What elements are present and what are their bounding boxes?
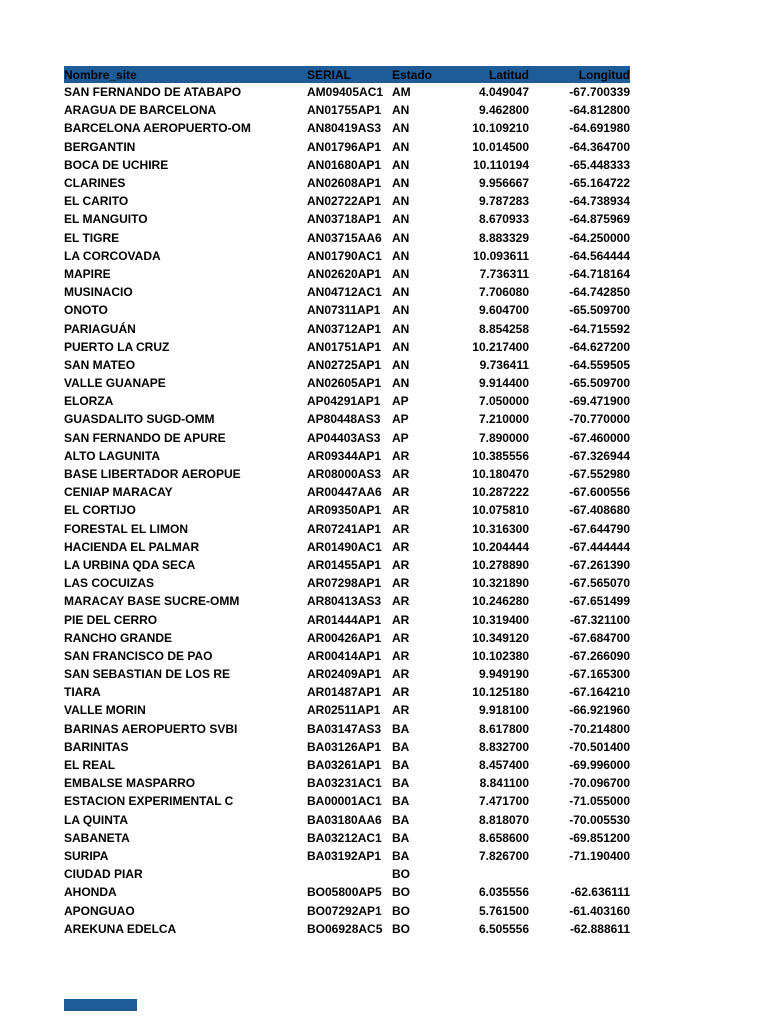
cell-longitud: -67.266090 — [569, 648, 630, 663]
table-row — [64, 174, 630, 192]
cell-estado: AN — [392, 121, 410, 136]
table-row — [64, 301, 630, 319]
table-row — [64, 829, 630, 847]
cell-latitud: 10.110194 — [472, 157, 529, 172]
cell-nombre-site: EL TIGRE — [64, 230, 120, 245]
table-row — [64, 429, 630, 447]
cell-serial: AR02409AP1 — [307, 667, 382, 682]
cell-serial: BA03212AC1 — [307, 830, 382, 845]
cell-nombre-site: GUASDALITO SUGD-OMM — [64, 412, 215, 427]
cell-estado: AN — [392, 176, 410, 191]
table-row — [64, 610, 630, 628]
cell-latitud: 4.049047 — [478, 85, 529, 100]
cell-latitud: 7.050000 — [478, 394, 529, 409]
cell-latitud: 10.246280 — [472, 594, 529, 609]
cell-longitud: -69.996000 — [569, 758, 630, 773]
table-row — [64, 319, 630, 337]
cell-latitud: 8.883329 — [478, 230, 529, 245]
cell-latitud: 9.918100 — [478, 703, 529, 718]
cell-latitud: 7.706080 — [478, 285, 529, 300]
cell-estado: AP — [392, 412, 409, 427]
cell-latitud: 10.278890 — [472, 557, 529, 572]
cell-nombre-site: ONOTO — [64, 303, 108, 318]
cell-latitud: 7.736311 — [479, 266, 529, 281]
table-row — [64, 756, 630, 774]
cell-nombre-site: BARINITAS — [64, 739, 129, 754]
table-row — [64, 465, 630, 483]
cell-estado: AN — [392, 248, 410, 263]
cell-longitud: -64.715592 — [569, 321, 630, 336]
cell-longitud: -66.921960 — [569, 703, 630, 718]
cell-serial: AR07241AP1 — [307, 521, 382, 536]
cell-longitud: -70.501400 — [569, 739, 630, 754]
cell-serial: AR80413AS3 — [307, 594, 382, 609]
cell-serial: AN80419AS3 — [307, 121, 382, 136]
cell-nombre-site: LA QUINTA — [64, 812, 128, 827]
cell-latitud: 10.180470 — [472, 467, 529, 482]
cell-longitud: -64.718164 — [569, 266, 630, 281]
cell-estado: BA — [392, 739, 410, 754]
cell-serial: AN01796AP1 — [307, 139, 382, 154]
table-row — [64, 738, 630, 756]
table-row — [64, 920, 630, 938]
cell-estado: AP — [392, 394, 409, 409]
cell-serial — [307, 865, 392, 883]
cell-serial: BO06928AC5 — [307, 921, 383, 936]
table-row — [64, 574, 630, 592]
cell-serial: AN01680AP1 — [307, 157, 382, 172]
cell-nombre-site: MAPIRE — [64, 266, 111, 281]
cell-nombre-site: VALLE MORIN — [64, 703, 146, 718]
table-row — [64, 847, 630, 865]
cell-estado: AN — [392, 103, 410, 118]
cell-longitud: -61.403160 — [569, 903, 630, 918]
cell-longitud: -70.005530 — [569, 812, 630, 827]
table-row — [64, 356, 630, 374]
table-row — [64, 156, 630, 174]
cell-longitud: -67.408680 — [569, 503, 630, 518]
cell-serial: BA03147AS3 — [307, 721, 382, 736]
cell-longitud: -64.875969 — [569, 212, 630, 227]
table-row — [64, 556, 630, 574]
cell-longitud: -67.552980 — [569, 467, 630, 482]
cell-nombre-site: PARIAGUÁN — [64, 321, 136, 336]
cell-longitud: -67.261390 — [569, 557, 630, 572]
table-row — [64, 210, 630, 228]
table-row — [64, 901, 630, 919]
table-row — [64, 792, 630, 810]
cell-latitud: 9.736411 — [479, 357, 529, 372]
cell-estado: AP — [392, 430, 409, 445]
cell-serial: AR01487AP1 — [307, 685, 382, 700]
cell-longitud: -67.600556 — [569, 485, 630, 500]
cell-estado: BA — [392, 776, 410, 791]
cell-latitud: 10.014500 — [472, 139, 529, 154]
table-row — [64, 647, 630, 665]
cell-latitud: 10.287222 — [472, 485, 529, 500]
cell-estado: AR — [392, 503, 410, 518]
cell-estado: BO — [392, 921, 410, 936]
table-row — [64, 883, 630, 901]
cell-estado: AN — [392, 212, 410, 227]
table-body — [64, 83, 630, 938]
cell-latitud: 8.818070 — [478, 812, 529, 827]
cell-serial: AN01755AP1 — [307, 103, 382, 118]
cell-nombre-site: LAS COCUIZAS — [64, 576, 154, 591]
table-row — [64, 865, 630, 883]
cell-estado: AR — [392, 594, 410, 609]
cell-serial: AN03715AA6 — [307, 230, 382, 245]
table-row — [64, 701, 630, 719]
table-row — [64, 683, 630, 701]
cell-longitud: -64.812800 — [569, 103, 630, 118]
cell-longitud: -67.444444 — [569, 539, 630, 554]
cell-latitud: 10.204444 — [472, 539, 529, 554]
cell-latitud: 6.035556 — [478, 885, 529, 900]
cell-longitud: -67.460000 — [569, 430, 630, 445]
cell-longitud: -65.509700 — [569, 303, 630, 318]
table-row — [64, 665, 630, 683]
table-row — [64, 520, 630, 538]
cell-serial: AR00447AA6 — [307, 485, 382, 500]
cell-serial: BO07292AP1 — [307, 903, 382, 918]
cell-estado: AR — [392, 467, 410, 482]
cell-latitud: 6.505556 — [478, 921, 529, 936]
cell-estado: BO — [392, 885, 410, 900]
table-row — [64, 410, 630, 428]
table-row — [64, 538, 630, 556]
cell-nombre-site: EL CORTIJO — [64, 503, 136, 518]
table-row — [64, 811, 630, 829]
cell-nombre-site: VALLE GUANAPE — [64, 376, 166, 391]
cell-estado: BO — [392, 903, 410, 918]
cell-nombre-site: BARCELONA AEROPUERTO-OM — [64, 121, 251, 136]
cell-longitud: -67.165300 — [569, 667, 630, 682]
cell-nombre-site: EL REAL — [64, 758, 116, 773]
cell-estado: AN — [392, 285, 410, 300]
table-row — [64, 119, 630, 137]
cell-nombre-site: ARAGUA DE BARCELONA — [64, 103, 217, 118]
cell-estado: AR — [392, 485, 410, 500]
cell-longitud: -64.564444 — [569, 248, 630, 263]
cell-nombre-site: LA URBINA QDA SECA — [64, 557, 196, 572]
cell-serial: AR08000AS3 — [307, 467, 382, 482]
cell-estado: AN — [392, 139, 410, 154]
cell-serial: AN02620AP1 — [307, 266, 382, 281]
cell-serial: BA03180AA6 — [307, 812, 382, 827]
cell-longitud: -67.164210 — [569, 685, 630, 700]
cell-latitud: 8.617800 — [478, 721, 529, 736]
cell-serial: AR07298AP1 — [307, 576, 382, 591]
cell-latitud: 10.349120 — [472, 630, 529, 645]
table-row — [64, 229, 630, 247]
cell-estado: AR — [392, 685, 410, 700]
cell-estado: BA — [392, 812, 410, 827]
cell-latitud: 10.217400 — [472, 339, 529, 354]
cell-estado: AR — [392, 448, 410, 463]
cell-nombre-site: ELORZA — [64, 394, 114, 409]
cell-serial: AR09344AP1 — [307, 448, 382, 463]
cell-nombre-site: BARINAS AEROPUERTO SVBI — [64, 721, 238, 736]
cell-latitud: 8.854258 — [478, 321, 529, 336]
next-page-header-fragment — [64, 999, 137, 1011]
cell-serial: AN02605AP1 — [307, 376, 382, 391]
cell-nombre-site: SAN FERNANDO DE APURE — [64, 430, 226, 445]
column-header-longitud: Longitud — [529, 66, 630, 83]
column-header-estado: Estado — [392, 66, 440, 83]
cell-serial: AP80448AS3 — [307, 412, 381, 427]
cell-nombre-site: SURIPA — [64, 848, 109, 863]
table-header — [64, 66, 630, 83]
cell-longitud: -64.691980 — [569, 121, 630, 136]
cell-estado: AN — [392, 230, 410, 245]
cell-longitud: -62.888611 — [569, 921, 630, 936]
cell-longitud: -64.627200 — [569, 339, 630, 354]
cell-longitud: -65.448333 — [569, 157, 630, 172]
cell-nombre-site: EL MANGUITO — [64, 212, 148, 227]
cell-serial: AN02725AP1 — [307, 357, 382, 372]
cell-nombre-site: ALTO LAGUNITA — [64, 448, 160, 463]
table-row — [64, 192, 630, 210]
cell-nombre-site: LA CORCOVADA — [64, 248, 161, 263]
cell-serial: AN04712AC1 — [307, 285, 382, 300]
cell-longitud: -70.096700 — [569, 776, 630, 791]
cell-nombre-site: PUERTO LA CRUZ — [64, 339, 170, 354]
cell-estado: BA — [392, 721, 410, 736]
cell-serial: AN02608AP1 — [307, 176, 382, 191]
cell-nombre-site: RANCHO GRANDE — [64, 630, 172, 645]
cell-latitud: 9.956667 — [478, 176, 529, 191]
cell-estado: AR — [392, 630, 410, 645]
table-row — [64, 265, 630, 283]
cell-nombre-site: TIARA — [64, 685, 101, 700]
cell-latitud: 7.471700 — [478, 794, 529, 809]
cell-longitud: -67.700339 — [569, 85, 630, 100]
cell-serial: AN01790AC1 — [307, 248, 382, 263]
cell-longitud: -64.559505 — [569, 357, 630, 372]
cell-estado: AN — [392, 376, 410, 391]
cell-estado: AN — [392, 157, 410, 172]
cell-nombre-site: HACIENDA EL PALMAR — [64, 539, 200, 554]
cell-serial: AP04291AP1 — [307, 394, 381, 409]
cell-nombre-site: EMBALSE MASPARRO — [64, 776, 196, 791]
cell-latitud: 8.457400 — [478, 758, 529, 773]
cell-estado: AN — [392, 321, 410, 336]
column-header-nombre-site: Nombre_site — [64, 66, 307, 83]
cell-longitud: -67.644790 — [569, 521, 630, 536]
cell-serial: BO05800AP5 — [307, 885, 382, 900]
cell-serial: AR01444AP1 — [307, 612, 382, 627]
cell-latitud — [440, 865, 529, 883]
cell-nombre-site: MUSINACIO — [64, 285, 133, 300]
cell-serial: AR02511AP1 — [307, 703, 381, 718]
cell-longitud: -70.770000 — [569, 412, 630, 427]
cell-serial: BA03192AP1 — [307, 848, 382, 863]
cell-longitud: -65.164722 — [569, 176, 630, 191]
cell-latitud: 7.210000 — [478, 412, 529, 427]
cell-nombre-site: FORESTAL EL LIMON — [64, 521, 189, 536]
cell-longitud: -64.738934 — [569, 194, 630, 209]
cell-estado: BA — [392, 830, 410, 845]
cell-nombre-site: BASE LIBERTADOR AEROPUE — [64, 467, 241, 482]
cell-latitud: 10.316300 — [472, 521, 529, 536]
cell-latitud: 10.109210 — [472, 121, 529, 136]
cell-estado: AR — [392, 576, 410, 591]
cell-serial: BA03126AP1 — [307, 739, 382, 754]
cell-longitud: -70.214800 — [569, 721, 630, 736]
cell-nombre-site: CLARINES — [64, 176, 126, 191]
cell-estado: AR — [392, 648, 410, 663]
cell-latitud: 7.826700 — [478, 848, 529, 863]
cell-serial: BA00001AC1 — [307, 794, 382, 809]
cell-latitud: 10.125180 — [472, 685, 529, 700]
cell-serial: AN03718AP1 — [307, 212, 382, 227]
cell-latitud: 9.949190 — [478, 667, 529, 682]
table-header-row — [64, 66, 630, 83]
station-table — [64, 66, 630, 938]
cell-estado: AN — [392, 357, 410, 372]
cell-estado: BA — [392, 848, 410, 863]
table-row — [64, 101, 630, 119]
table-row — [64, 283, 630, 301]
cell-latitud: 8.658600 — [478, 830, 529, 845]
cell-latitud: 9.914400 — [478, 376, 529, 391]
cell-nombre-site: BOCA DE UCHIRE — [64, 157, 169, 172]
table-row — [64, 720, 630, 738]
cell-serial: AR00426AP1 — [307, 630, 382, 645]
cell-longitud: -71.055000 — [569, 794, 630, 809]
table-row — [64, 138, 630, 156]
cell-nombre-site: AHONDA — [64, 885, 117, 900]
cell-nombre-site: SAN MATEO — [64, 357, 136, 372]
cell-estado: AN — [392, 266, 410, 281]
cell-longitud: -67.326944 — [569, 448, 630, 463]
cell-latitud: 8.832700 — [478, 739, 529, 754]
cell-estado: AR — [392, 667, 410, 682]
cell-longitud: -67.651499 — [569, 594, 630, 609]
cell-nombre-site: SAN SEBASTIAN DE LOS RE — [64, 667, 231, 682]
cell-latitud: 10.093611 — [472, 248, 529, 263]
table-row — [64, 374, 630, 392]
cell-nombre-site: CIUDAD PIAR — [64, 867, 143, 882]
cell-estado: AR — [392, 539, 410, 554]
table-row — [64, 774, 630, 792]
cell-serial: AP04403AS3 — [307, 430, 381, 445]
cell-nombre-site: EL CARITO — [64, 194, 129, 209]
cell-longitud: -65.509700 — [569, 376, 630, 391]
cell-serial: AN07311AP1 — [307, 303, 381, 318]
cell-longitud — [529, 865, 630, 883]
cell-longitud: -69.471900 — [569, 394, 630, 409]
cell-latitud: 10.321890 — [472, 576, 529, 591]
cell-serial: AR09350AP1 — [307, 503, 382, 518]
cell-nombre-site: SAN FERNANDO DE ATABAPO — [64, 85, 242, 100]
cell-latitud: 5.761500 — [478, 903, 529, 918]
table-row — [64, 501, 630, 519]
cell-longitud: -69.851200 — [569, 830, 630, 845]
cell-estado: BA — [392, 758, 410, 773]
cell-nombre-site: SAN FRANCISCO DE PAO — [64, 648, 213, 663]
cell-longitud: -64.742850 — [569, 285, 630, 300]
cell-estado: AN — [392, 194, 410, 209]
cell-latitud: 10.385556 — [472, 448, 529, 463]
column-header-latitud: Latitud — [440, 66, 529, 83]
table-row — [64, 338, 630, 356]
cell-latitud: 7.890000 — [478, 430, 529, 445]
cell-latitud: 8.670933 — [478, 212, 529, 227]
table-row — [64, 83, 630, 101]
cell-longitud: -67.565070 — [569, 576, 630, 591]
cell-longitud: -67.684700 — [569, 630, 630, 645]
cell-nombre-site: PIE DEL CERRO — [64, 612, 158, 627]
cell-latitud: 10.319400 — [472, 612, 529, 627]
cell-latitud: 10.075810 — [472, 503, 529, 518]
cell-latitud: 10.102380 — [472, 648, 529, 663]
cell-nombre-site: CENIAP MARACAY — [64, 485, 173, 500]
cell-serial: AM09405AC1 — [307, 85, 384, 100]
cell-serial: AR01455AP1 — [307, 557, 382, 572]
cell-estado: AR — [392, 703, 410, 718]
cell-nombre-site: AREKUNA EDELCA — [64, 921, 177, 936]
table-row — [64, 592, 630, 610]
cell-nombre-site: MARACAY BASE SUCRE-OMM — [64, 594, 240, 609]
cell-latitud: 9.604700 — [478, 303, 529, 318]
table-row — [64, 447, 630, 465]
cell-longitud: -64.364700 — [569, 139, 630, 154]
cell-nombre-site: APONGUAO — [64, 903, 135, 918]
cell-serial: AN03712AP1 — [307, 321, 382, 336]
table-row — [64, 629, 630, 647]
cell-latitud: 9.787283 — [478, 194, 529, 209]
cell-nombre-site: SABANETA — [64, 830, 130, 845]
cell-estado: BA — [392, 794, 410, 809]
cell-estado: AN — [392, 339, 410, 354]
cell-estado: AR — [392, 612, 410, 627]
column-header-serial: SERIAL — [307, 66, 392, 83]
cell-longitud: -64.250000 — [569, 230, 630, 245]
cell-estado: BO — [392, 867, 410, 882]
cell-estado: AR — [392, 557, 410, 572]
table-row — [64, 392, 630, 410]
cell-longitud: -67.321100 — [569, 612, 630, 627]
cell-nombre-site: ESTACION EXPERIMENTAL C — [64, 794, 234, 809]
cell-longitud: -71.190400 — [569, 848, 630, 863]
table-row — [64, 483, 630, 501]
table-row — [64, 247, 630, 265]
cell-serial: AN01751AP1 — [307, 339, 382, 354]
cell-estado: AN — [392, 303, 410, 318]
cell-serial: AR01490AC1 — [307, 539, 382, 554]
cell-serial: AR00414AP1 — [307, 648, 382, 663]
cell-estado: AM — [392, 85, 411, 100]
cell-estado: AR — [392, 521, 410, 536]
cell-latitud: 9.462800 — [478, 103, 529, 118]
cell-latitud: 8.841100 — [479, 776, 529, 791]
cell-serial: AN02722AP1 — [307, 194, 382, 209]
cell-serial: BA03231AC1 — [307, 776, 382, 791]
cell-nombre-site: BERGANTIN — [64, 139, 136, 154]
cell-longitud: -62.636111 — [570, 885, 630, 900]
cell-serial: BA03261AP1 — [307, 758, 382, 773]
